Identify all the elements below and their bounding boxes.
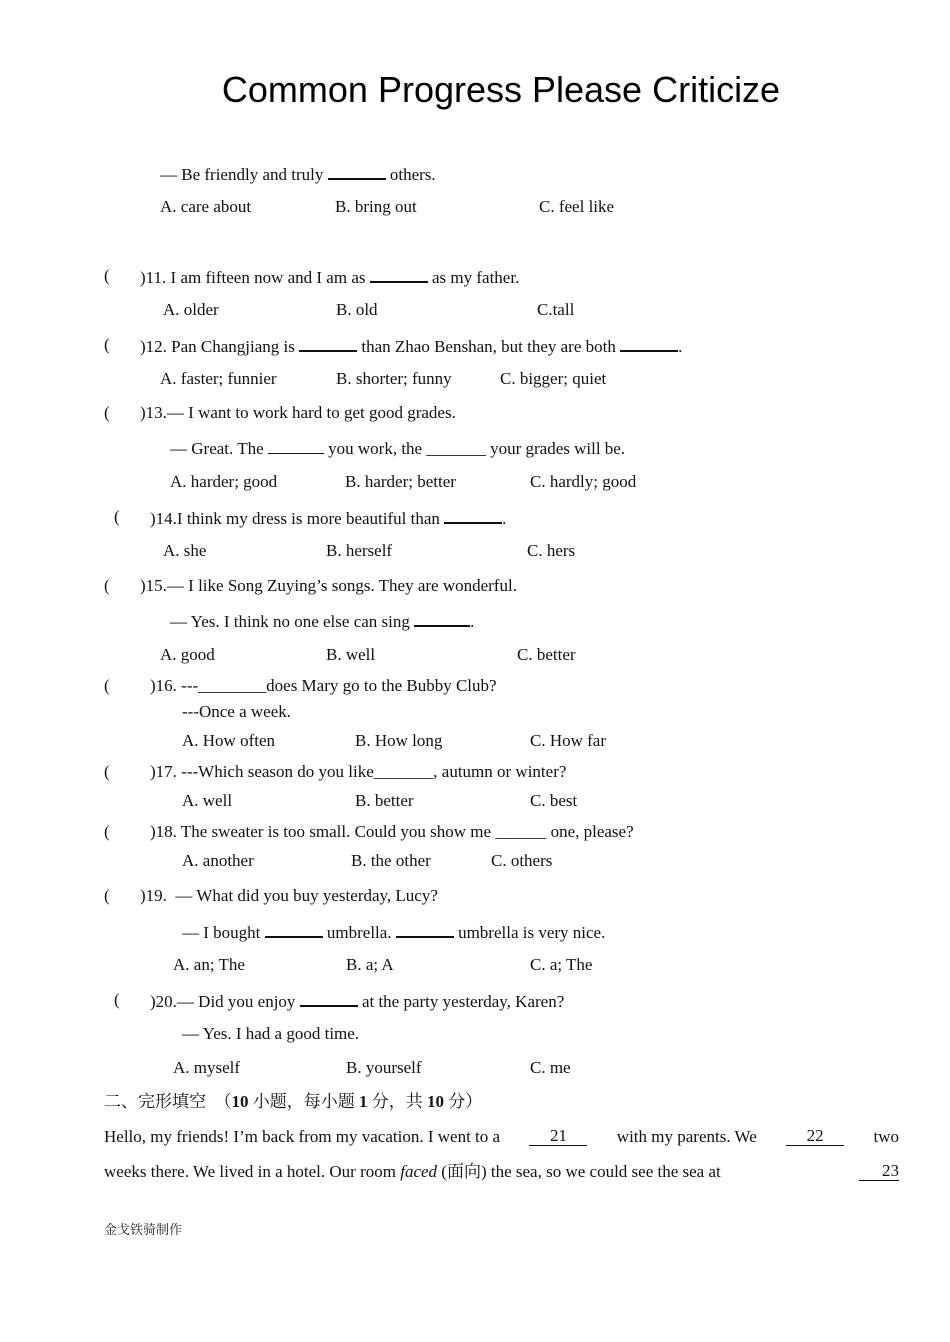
answer-blank — [299, 335, 357, 352]
answer-blank — [396, 921, 454, 938]
question-20-line2: — Yes. I had a good time. — [182, 1024, 360, 1043]
answer-blank — [414, 610, 470, 627]
answer-blank — [444, 507, 502, 524]
option-c: C. a; The — [530, 955, 593, 974]
answer-paren: ( — [104, 762, 110, 781]
answer-blank — [268, 438, 324, 454]
option-c: C. hers — [527, 541, 576, 560]
answer-paren: ( — [114, 507, 120, 526]
question-10-stem: — Be friendly and truly others. — [160, 165, 436, 184]
option-b: B. yourself — [346, 1058, 422, 1077]
answer-blank — [265, 921, 323, 938]
answer-paren: ( — [104, 403, 110, 422]
option-c: C.tall — [537, 300, 575, 319]
option-c: C. feel like — [539, 197, 615, 216]
option-a: A. good — [160, 645, 215, 664]
option-b: B. How long — [355, 731, 443, 750]
question-15-stem: )15.— I like Song Zuying’s songs. They are wonderful. — [140, 576, 517, 595]
section-heading: 二、完形填空 （10 小题，每小题 1 分，共 10 分） — [104, 1092, 483, 1111]
question-11-stem: )11. I am fifteen now and I am as as my father. — [140, 268, 520, 287]
option-a: A. myself — [173, 1058, 241, 1077]
question-18-stem: )18. The sweater is too small. Could you show me ______ one, please? — [150, 822, 634, 841]
option-b: B. a; A — [346, 955, 394, 974]
cloze-blank-23: 23 — [859, 1162, 899, 1181]
question-12-stem: )12. Pan Changjiang is than Zhao Benshan, but they are both . — [140, 337, 683, 356]
option-c: C. others — [491, 851, 553, 870]
footer-credit: 金戈铁骑制作 — [104, 1223, 183, 1238]
option-c: C. hardly; good — [530, 472, 637, 491]
question-14-stem: )14.I think my dress is more beautiful than . — [150, 509, 507, 528]
option-b: B. bring out — [335, 197, 417, 216]
option-b: B. old — [336, 300, 378, 319]
option-c: C. How far — [530, 731, 607, 750]
answer-paren: ( — [104, 576, 110, 595]
cloze-blank-21: 21 — [529, 1127, 587, 1146]
option-a: A. How often — [182, 731, 276, 750]
option-b: B. better — [355, 791, 414, 810]
answer-paren: ( — [114, 990, 120, 1009]
option-b: B. harder; better — [345, 472, 456, 491]
option-b: B. well — [326, 645, 376, 664]
option-b: B. the other — [351, 851, 431, 870]
question-13-line2: — Great. The you work, the _______ your grades will be. — [170, 439, 626, 458]
question-13-stem: )13.— I want to work hard to get good grades. — [140, 403, 456, 422]
option-a: A. another — [182, 851, 254, 870]
page-title: Common Progress Please Criticize — [221, 69, 781, 110]
option-c: C. bigger; quiet — [500, 369, 607, 388]
option-b: B. shorter; funny — [336, 369, 452, 388]
answer-blank — [300, 990, 358, 1007]
answer-blank — [370, 266, 428, 283]
question-20-stem: )20.— Did you enjoy at the party yesterday, Karen? — [150, 992, 565, 1011]
option-c: C. best — [530, 791, 578, 810]
option-c: C. me — [530, 1058, 571, 1077]
question-15-line2: — Yes. I think no one else can sing . — [170, 612, 475, 631]
answer-paren: ( — [104, 822, 110, 841]
option-a: A. an; The — [173, 955, 245, 974]
option-a: A. well — [182, 791, 233, 810]
question-16-stem: )16. ---________does Mary go to the Bubby Club? — [150, 676, 497, 695]
answer-blank — [328, 163, 386, 180]
cloze-passage-line-1: Hello, my friends! I’m back from my vacation. I went to a 21 with my parents. We 22 two — [104, 1126, 899, 1146]
option-c: C. better — [517, 645, 576, 664]
answer-paren: ( — [104, 676, 110, 695]
option-a: A. older — [163, 300, 219, 319]
option-a: A. faster; funnier — [160, 369, 277, 388]
option-a: A. harder; good — [170, 472, 278, 491]
question-19-stem: )19. — What did you buy yesterday, Lucy? — [140, 886, 438, 905]
option-a: A. she — [163, 541, 207, 560]
question-17-stem: )17. ---Which season do you like_______, autumn or winter? — [150, 762, 567, 781]
option-b: B. herself — [326, 541, 393, 560]
question-19-line2: — I bought umbrella. umbrella is very nice. — [182, 923, 606, 942]
cloze-passage-line-2: weeks there. We lived in a hotel. Our room faced (面向) the sea, so we could see the sea at 23 — [104, 1161, 899, 1181]
answer-paren: ( — [104, 886, 110, 905]
cloze-blank-22: 22 — [786, 1127, 844, 1146]
question-16-line2: ---Once a week. — [182, 702, 292, 721]
answer-paren: ( — [104, 335, 110, 354]
answer-blank — [620, 335, 678, 352]
option-a: A. care about — [160, 197, 252, 216]
answer-paren: ( — [104, 266, 110, 285]
